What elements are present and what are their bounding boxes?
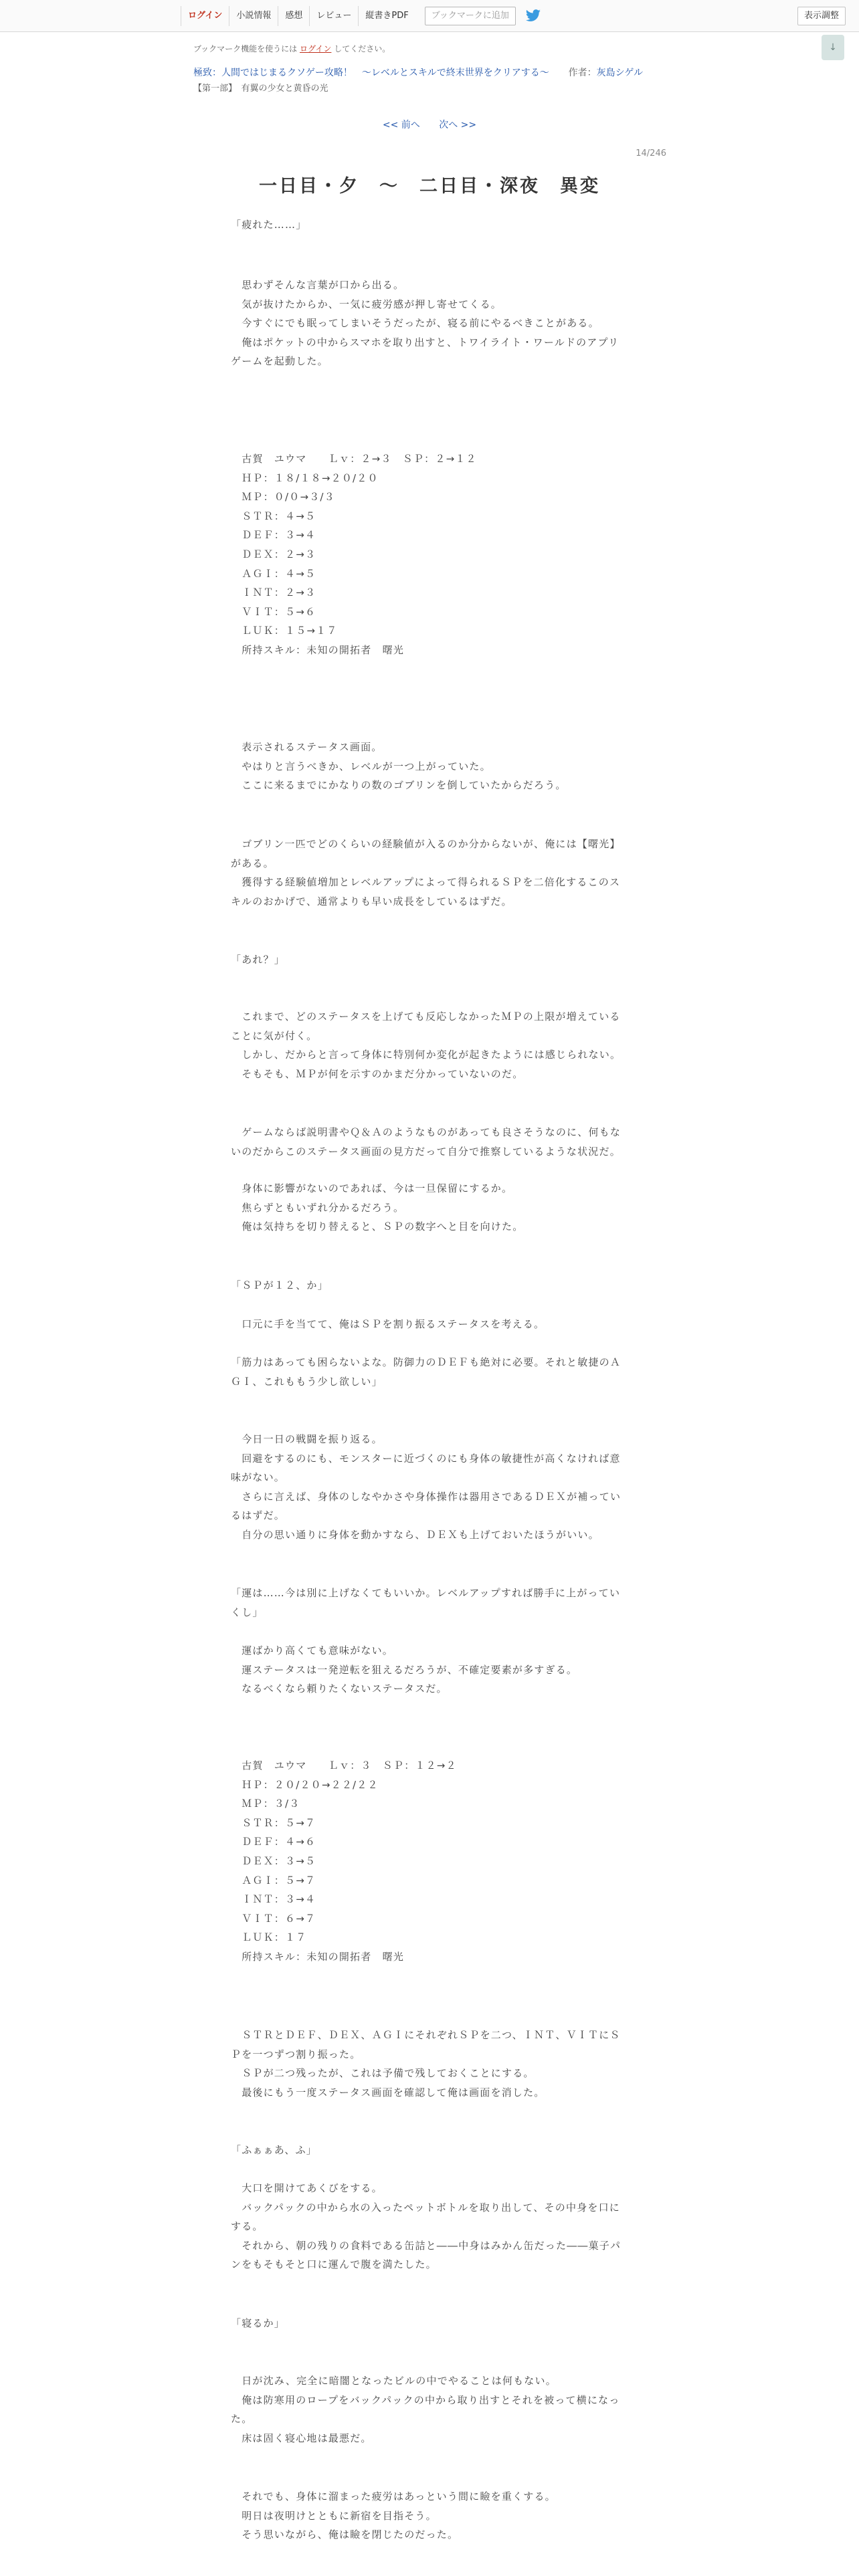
- body-paragraph: 「あれ？」: [231, 954, 286, 966]
- status-block: 古賀 ユウマ Ｌｖ：２→３ ＳＰ：２→１２ ＨＰ：１８/１８→２０/２０ ＭＰ：０/０→３/３ ＳＴＲ：４→５ ＤＥＦ：３→４ ＤＥＸ：２→３ ＡＧＩ：４→５ ＩＮＴ：２→３ ＶＩＴ：５→６ ＬＵＫ：１５→１７ 所持スキル：未知の開拓者 曙光: [242, 453, 477, 656]
- body-paragraph: 思わずそんな言葉が口から出る。 気が抜けたからか、一気に疲労感が押し寄せてくる。 今すぐにでも眠ってしまいそうだったが、寝る前にやるべきことがある。 俺はポケットの中からスマホを取り出すと、トワイライト・ワールドのアプリゲームを起動した。: [231, 279, 619, 368]
- body-paragraph: 「筋力はあっても困らないよな。防御力のＤＥＦも絶対に必要。それと敏捷のＡＧＩ、これももう少し欲しい」: [231, 1356, 622, 1388]
- body-paragraph: 「ＳＰが１２、か」: [231, 1279, 328, 1291]
- page-number: 14/246: [636, 148, 666, 158]
- body-paragraph: 今日一日の戦闘を振り返る。 回避をするのにも、モンスターに近づくのにも身体の敏捷性が高くなければ意味がない。 さらに言えば、身体のしなやかさや身体操作は器用さであるＤＥＸが補っているはずだ。 自分の思い通りに身体を動かすなら、ＤＥＸも上げておいたほうがいい。: [231, 1433, 622, 1541]
- body-paragraph: 「運は……今は別に上げなくてもいいか。レベルアップすれば勝手に上がっていくし」: [231, 1587, 621, 1618]
- body-paragraph: 大口を開けてあくびをする。 バックパックの中から水の入ったペットボトルを取り出して、その中身を口にする。 それから、朝の残りの食料である缶詰と――中身はみかん缶だった――菓子パンをもそもそと口に運んで腹を満たした。: [231, 2182, 622, 2271]
- prev-page-link[interactable]: << 前へ: [382, 120, 420, 130]
- status-block: 古賀 ユウマ Ｌｖ：３ ＳＰ：１２→２ ＨＰ：２０/２０→２２/２２ ＭＰ：３/３ ＳＴＲ：５→７ ＤＥＦ：４→６ ＤＥＸ：３→５ ＡＧＩ：５→７ ＩＮＴ：３→４ ＶＩＴ：６→７ ＬＵＫ：１７ 所持スキル：未知の開拓者 曙光: [242, 1759, 457, 1963]
- body-paragraph: 日が沈み、完全に暗闇となったビルの中でやることは何もない。 俺は防寒用のロープをバックパックの中から取り出すとそれを被って横になった。 床は固く寝心地は最悪だ。: [231, 2375, 620, 2444]
- pager: [0, 118, 859, 131]
- nav-links: [181, 6, 541, 26]
- body-paragraph: ＳＴＲとＤＥＦ、ＤＥＸ、ＡＧＩにそれぞれＳＰを二つ、ＩＮＴ、ＶＩＴにＳＰを一つずつ割り振った。 ＳＰが二つ残ったが、これは予備で残しておくことにする。 最後にもう一度ステータス画面を確認して俺は画面を消した。: [231, 2029, 621, 2099]
- body-paragraph: 身体に影響がないのであれば、今は一旦保留にするか。 焦らずともいずれ分かるだろう。 俺は気持ちを切り替えると、ＳＰの数字へと目を向けた。: [242, 1182, 524, 1233]
- bookmark-note-suffix: してください。: [334, 44, 391, 53]
- nav-impressions-link[interactable]: 感想: [278, 6, 309, 26]
- body-paragraph: これまで、どのステータスを上げても反応しなかったＭＰの上限が増えていることに気が付く。 しかし、だからと言って身体に特別何か変化が起きたようには感じられない。 そもそも、ＭＰが何を示すのかまだ分かっていないのだ。: [231, 1010, 622, 1080]
- body-paragraph: ゲームならば説明書やＱ＆Ａのようなものがあっても良さそうなのに、何もないのだからこのステータス画面の見方だって自分で推察しているような状況だ。: [231, 1126, 622, 1158]
- add-bookmark-button[interactable]: ブックマークに追加: [425, 7, 516, 25]
- twitter-bird-icon[interactable]: [525, 9, 541, 23]
- nav-novel-info-link[interactable]: 小説情報: [229, 6, 278, 26]
- nav-pdf-link[interactable]: 縦書きPDF: [358, 6, 415, 26]
- body-paragraph: それでも、身体に溜まった疲労はあっという間に瞼を重くする。 明日は夜明けとともに新宿を目指そう。 そう思いながら、俺は瞼を閉じたのだった。: [242, 2490, 556, 2541]
- bookmark-note-prefix: ブックマーク機能を使うには: [193, 44, 298, 53]
- body-paragraph: 「ふぁぁあ、ふ」: [231, 2144, 318, 2156]
- series-line: [193, 66, 643, 79]
- next-page-link[interactable]: 次へ >>: [439, 120, 477, 130]
- series-title-link[interactable]: 極致：人間ではじまるクソゲー攻略！ ～レベルとスキルで終末世界をクリアする～: [193, 68, 549, 78]
- body-paragraph: 「寝るか」: [231, 2317, 286, 2329]
- body-paragraph: 「疲れた……」: [231, 219, 307, 231]
- nav-review-link[interactable]: レビュー: [309, 6, 358, 26]
- body-paragraph: 運ばかり高くても意味がない。 運ステータスは一発逆転を狙えるだろうが、不確定要素が多すぎる。 なるべくなら頼りたくないステータスだ。: [242, 1644, 578, 1695]
- nav-login-link[interactable]: ログイン: [181, 6, 229, 26]
- display-settings-button[interactable]: 表示調整: [797, 7, 846, 25]
- episode-title: 一日目・夕 ～ 二日目・深夜 異変: [259, 176, 600, 197]
- body-paragraph: 表示されるステータス画面。 やはりと言うべきか、レベルが一つ上がっていた。 ここに来るまでにかなりの数のゴブリンを倒していたからだろう。: [242, 741, 567, 792]
- scroll-down-button[interactable]: [822, 35, 844, 60]
- bookmark-note: [193, 43, 390, 54]
- body-paragraph: ゴブリン一匹でどのくらいの経験値が入るのか分からないが、俺には【曙光】がある。 獲得する経験値増加とレベルアップによって得られるＳＰを二倍化するこのスキルのおかげで、通常よりも早い成長をしているはずだ。: [231, 838, 621, 907]
- chapter-title: 【第一部】 有翼の少女と黄昏の光: [193, 84, 328, 94]
- arrow-down-icon: ↓: [829, 42, 837, 53]
- top-nav: [0, 0, 859, 32]
- body-paragraph: 口元に手を当てて、俺はＳＰを割り振るステータスを考える。: [231, 1318, 545, 1330]
- author-link[interactable]: 灰島シゲル: [596, 68, 644, 78]
- author-label: 作者：: [568, 68, 597, 78]
- bookmark-login-link[interactable]: ログイン: [300, 44, 332, 53]
